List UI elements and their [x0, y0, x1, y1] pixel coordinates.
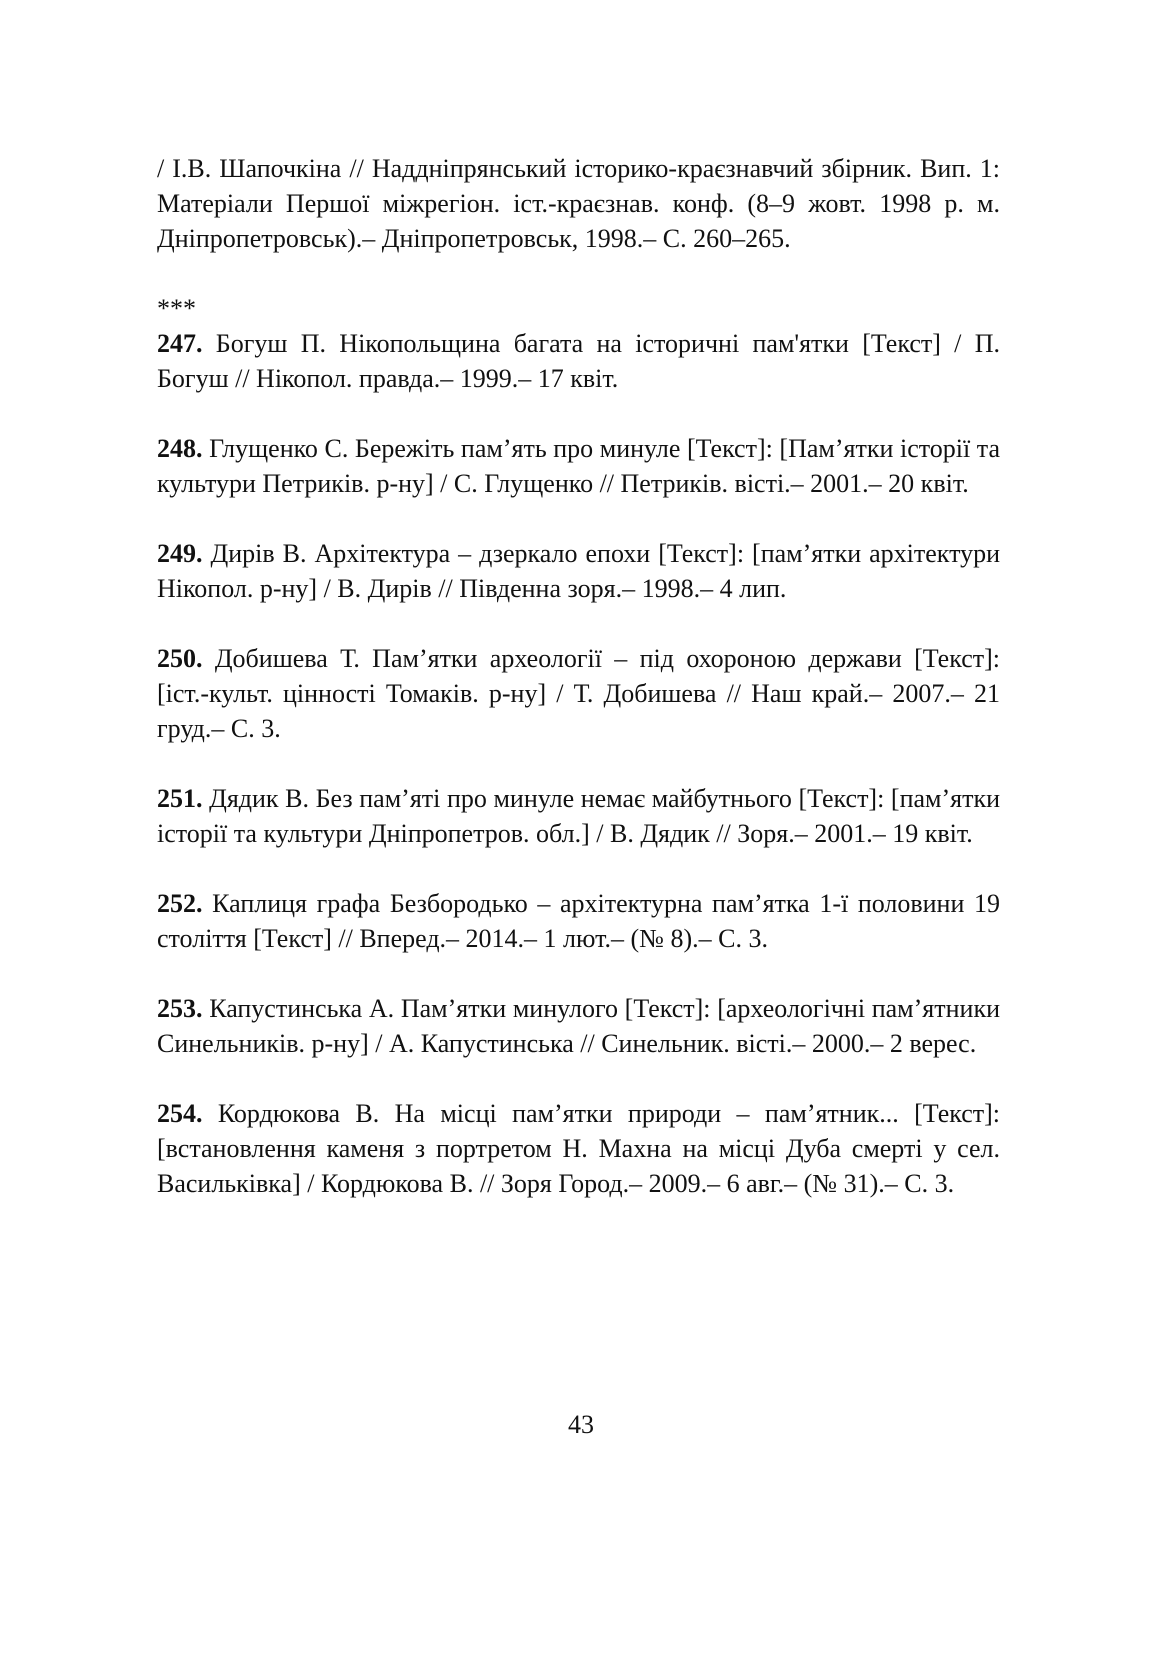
entry-251 — [157, 781, 1000, 851]
entry-number: 254. — [157, 1099, 203, 1128]
entry-text: Глущенко С. Бережіть пам’ять про минуле [Текст]: [Пам’ятки історії та культури Петриків. р-ну] / С. Глущенко // Петриків. вісті.– 2001.– 20 квіт. — [157, 434, 1000, 498]
entry-number: 250. — [157, 644, 203, 673]
entry-number: 252. — [157, 889, 203, 918]
entry-number: 251. — [157, 784, 203, 813]
page-number: 43 — [568, 1410, 594, 1439]
entry-text: Каплиця графа Безбородько – архітектурна пам’ятка 1-ї половини 19 століття [Текст] // Вперед.– 2014.– 1 лют.– (№ 8).– С. 3. — [157, 889, 1000, 953]
entry-250 — [157, 641, 1000, 746]
entry-text: Кордюкова В. На місці пам’ятки природи – пам’ятник... [Текст]: [встановлення каменя з портретом Н. Махна на місці Дуба смерті у сел. Васильківка] / Кордюкова В. // Зоря Город.– 2009.– 6 авг.– (№ 31).– С. 3. — [157, 1099, 1000, 1198]
entry-text: Добишева Т. Пам’ятки археології – під охороною держави [Текст]: [іст.-культ. цінності Томаків. р-ну] / Т. Добишева // Наш край.– 2007.– 21 груд.– С. 3. — [157, 644, 1000, 743]
entry-number: 253. — [157, 994, 203, 1023]
entry-text: Богуш П. Нікопольщина багата на історичні пам'ятки [Текст] / П. Богуш // Нікопол. правда.– 1999.– 17 квіт. — [157, 329, 1000, 393]
entry-number: 248. — [157, 434, 203, 463]
entry-254 — [157, 1096, 1000, 1201]
entry-253 — [157, 991, 1000, 1061]
entry-text: Дядик В. Без пам’яті про минуле немає майбутнього [Текст]: [пам’ятки історії та культури Дніпропетров. обл.] / В. Дядик // Зоря.– 2001.– 19 квіт. — [157, 784, 1000, 848]
entry-text: Капустинська А. Пам’ятки минулого [Текст]: [археологічні пам’ятники Синельників. р-ну] / А. Капустинська // Синельник. вісті.– 2000.– 2 верес. — [157, 994, 1000, 1058]
section-separator: *** — [157, 294, 196, 323]
entry-number: 247. — [157, 329, 203, 358]
bibliography-body — [157, 151, 1000, 1201]
entry-number: 249. — [157, 539, 203, 568]
entry-text: Дирів В. Архітектура – дзеркало епохи [Текст]: [пам’ятки архітектури Нікопол. р-ну] / В. Дирів // Південна зоря.– 1998.– 4 лип. — [157, 539, 1000, 603]
entry-248 — [157, 431, 1000, 501]
entry-249 — [157, 536, 1000, 606]
entry-252 — [157, 886, 1000, 956]
continued-entry: / І.В. Шапочкіна // Наддніпрянський історико-краєзнавчий збірник. Вип. 1: Матеріали Першої міжрегіон. іст.-краєзнав. конф. (8–9 жовт. 1998 р. м. Дніпропетровськ).– Дніпропетровськ, 1998.– С. 260–265. — [157, 154, 1000, 253]
entry-247 — [157, 326, 1000, 396]
